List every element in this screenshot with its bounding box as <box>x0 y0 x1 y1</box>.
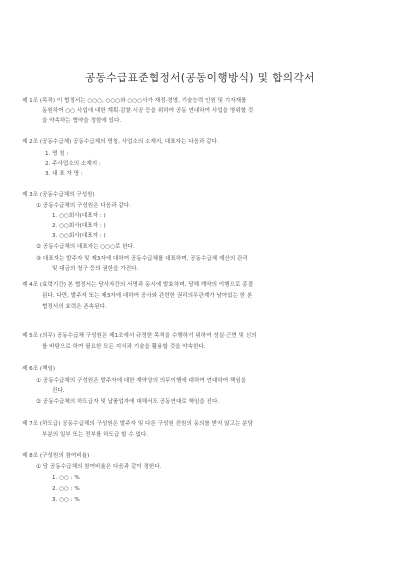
article-6-clause-2: ② 공동수급체의 하도급자 및 납품업자에 대해서도 공동연대로 책임을 진다. <box>36 399 220 405</box>
article-8-member-1: 1. ○○ : % <box>52 475 80 481</box>
article-1-line-2: 동원하여 ○○ 사업에 대한 계획·감찰·시공 등을 위하여 공동 연대하여 사업을 영위할 것 <box>42 108 254 114</box>
article-3-members: 제 3조 (공동수급체의 구성원) <box>22 192 95 198</box>
article-6-clause-1: ① 공동수급체의 구성원은 발주자에 대한 계약상의 의무이행에 대하여 연대하여 책임을 <box>36 378 247 384</box>
article-5-line-2: 를 바탕으로 하여 필요한 모든 지식과 기술을 활용할 것을 약속한다. <box>42 344 206 350</box>
article-3-clause-3: ③ 대표자는 발주자 및 제3자에 대하여 공동수급체를 대표하며, 공동수급체 재산의 관리 <box>36 256 248 262</box>
article-3-member-2: 2. ○○회사(대표자 : ) <box>52 223 106 229</box>
article-5-duty: 제 5조 (의무) 공동수급체 구성원은 제1조에서 규정한 목적을 수행하기 위하여 성실·근면 및 신의 <box>22 333 257 339</box>
article-4-line-3: 협정서의 효력은 존속된다. <box>42 304 107 310</box>
article-8-clause-1: ① 당 공동수급체의 참여비율은 다음과 같이 정한다. <box>36 464 162 470</box>
article-7-subcontract: 제 7조 (하도급) 공동수급체의 구성원은 발주자 및 다른 구성원 전원의 동의를 받지 않고는 분담 <box>22 421 253 427</box>
article-7-line-2: 부분의 일부 또는 전부를 하도급 할 수 없다. <box>42 432 149 438</box>
article-3-clause-2: ② 공동수급체의 대표자는 ○○○로 한다. <box>36 244 135 250</box>
article-2-item-name: 1. 명 칭 : <box>45 151 69 157</box>
article-3-clause-1: ① 공동수급체의 구성원은 다음과 같다. <box>36 203 131 209</box>
article-8-member-2: 2. ○○ : % <box>52 486 80 492</box>
article-2-item-address: 2. 주사업소의 소재지 : <box>45 161 101 167</box>
article-1-line-3: 을 약속하는 협약을 정함에 있다. <box>42 118 122 124</box>
article-3-member-1: 1. ○○회사(대표자 : ) <box>52 213 106 219</box>
article-8-member-3: 3. ○○ : % <box>52 497 80 503</box>
article-3-member-3: 3. ○○회사(대표자 : ) <box>52 233 106 239</box>
article-6-clause-1-cont: 진다. <box>52 388 65 394</box>
article-8-share: 제 8조 (구성원의 참여비율) <box>22 453 90 459</box>
article-3-clause-3-cont: 및 대금의 청구 등의 권한을 가진다. <box>52 266 139 272</box>
article-1-purpose: 제 1조 (목적) 이 협정서는 ○○○, ○○○와 ○○○사가 재정·경영, 기술능력 인원 및 기자재를 <box>22 98 247 104</box>
article-2-item-representative: 3. 대 표 자 명 : <box>45 171 83 177</box>
article-2-consortium: 제 2조 (공동수급체) 공동수급체의 명칭, 사업소의 소재지, 대표자는 다음과 같다. <box>22 139 219 145</box>
article-4-term: 제 4조 (효력기간) 본 협정서는 당사자간의 서명과 동시에 발효하며, 당해 계약의 이행으로 종결 <box>22 282 253 288</box>
article-4-line-2: 된다. 다만, 발주자 또는 제3자에 대하여 공사와 관련한 권리의무관계가 남아있는 한 본 <box>42 293 253 299</box>
document-title: 공동수급표준협정서(공동이행방식) 및 합의각서 <box>85 72 315 84</box>
article-6-liability: 제 6조 (책임) <box>22 366 56 372</box>
